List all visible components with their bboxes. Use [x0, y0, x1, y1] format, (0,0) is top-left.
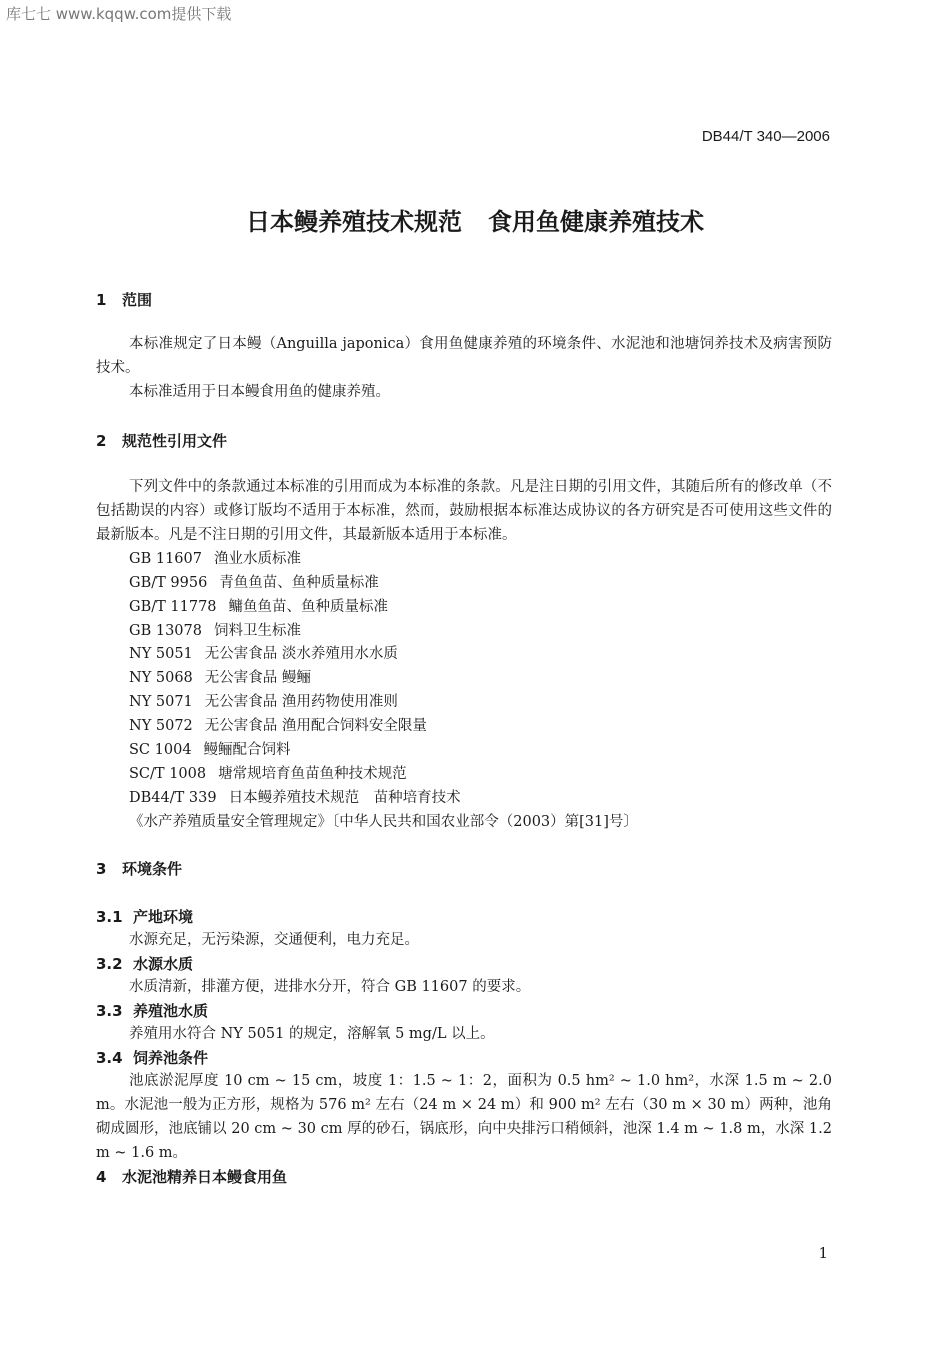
reference-item	[129, 642, 398, 666]
section-2-intro: 下列文件中的条款通过本标准的引用而成为本标准的条款。凡是注日期的引用文件，其随后所有的修改单（不包括勘误的内容）或修订版均不适用于本标准，然而，鼓励根据本标准达成协议的各方研究是否可使用这些文件的最新版本。凡是不注日期的引用文件，其最新版本适用于本标准。	[96, 479, 832, 543]
subsection-title: 饲养池条件	[133, 1049, 209, 1067]
reference-title: 饲料卫生标准	[213, 623, 301, 639]
subsection-3-3-text: 养殖用水符合 NY 5051 的规定，溶解氧 5 mg/L 以上。	[129, 1026, 495, 1042]
reference-title: 无公害食品 渔用药物使用准则	[204, 694, 398, 710]
reference-code: NY 5071	[129, 694, 193, 710]
section-number: 3	[96, 860, 107, 878]
section-title: 范围	[122, 291, 153, 309]
section-title: 规范性引用文件	[122, 432, 228, 450]
reference-code: SC/T 1008	[129, 766, 207, 782]
reference-code: NY 5051	[129, 646, 193, 662]
subsection-3-1-heading	[96, 906, 193, 927]
subsection-3-1-text: 水源充足，无污染源，交通便利，电力充足。	[129, 932, 419, 948]
reference-title: 渔业水质标准	[213, 551, 301, 567]
title-part-2: 食用鱼健康养殖技术	[488, 208, 704, 236]
reference-title: 塘常规培育鱼苗鱼种技术规范	[218, 766, 407, 782]
reference-item	[129, 666, 311, 690]
section-3-heading	[96, 858, 182, 879]
subsection-3-2-text: 水质清新，排灌方便，进排水分开，符合 GB 11607 的要求。	[129, 979, 531, 995]
subsection-number: 3.4	[96, 1049, 123, 1067]
reference-code: GB/T 11778	[129, 599, 217, 615]
reference-code: NY 5072	[129, 718, 193, 734]
reference-item	[129, 786, 461, 810]
section-number: 2	[96, 432, 107, 450]
section-number: 1	[96, 291, 107, 309]
subsection-3-4-heading	[96, 1047, 208, 1068]
reference-title: 无公害食品 渔用配合饲料安全限量	[204, 718, 427, 734]
document-title	[0, 202, 950, 237]
subsection-3-4-text: 池底淤泥厚度 10 cm ~ 15 cm，坡度 1：1.5 ~ 1：2，面积为 0.5 hm² ~ 1.0 hm²，水深 1.5 m ~ 2.0 m。水泥池一般为正方形，规格为 576 m² 左右（24 m × 24 m）和 900 m² 左右（30 m × 30 m）两种，池角砌成圆形，池底铺以 20 cm ~ 30 cm 厚的砂石，锅底形，向中央排污口稍倾斜，池深 1.4 m ~ 1.8 m，水深 1.2 m ~ 1.6 m。	[96, 1073, 832, 1161]
subsection-number: 3.2	[96, 955, 123, 973]
reference-title: 无公害食品 淡水养殖用水水质	[204, 646, 398, 662]
reference-item	[129, 762, 407, 786]
reference-title: 无公害食品 鳗鲡	[204, 670, 311, 686]
reference-title: 鳙鱼鱼苗、鱼种质量标准	[228, 599, 389, 615]
reference-title: 青鱼鱼苗、鱼种质量标准	[219, 575, 379, 591]
title-part-1: 日本鳗养殖技术规范	[246, 208, 462, 236]
subsection-title: 产地环境	[133, 908, 194, 926]
section-1-paragraph-2: 本标准适用于日本鳗食用鱼的健康养殖。	[129, 384, 390, 400]
subsection-number: 3.1	[96, 908, 123, 926]
reference-item	[129, 619, 301, 643]
section-1-heading	[96, 289, 152, 310]
reference-item	[129, 690, 398, 714]
reference-item	[129, 547, 301, 571]
section-2-heading	[96, 430, 227, 451]
reference-title: 日本鳗养殖技术规范 苗种培育技术	[228, 790, 461, 806]
reference-code: GB 13078	[129, 623, 202, 639]
subsection-title: 水源水质	[133, 955, 194, 973]
reference-item	[129, 738, 291, 762]
reference-code: GB 11607	[129, 551, 202, 567]
standard-code: DB44/T 340—2006	[701, 128, 830, 145]
subsection-number: 3.3	[96, 1002, 123, 1020]
reference-item	[129, 714, 427, 738]
reference-code: GB/T 9956	[129, 575, 208, 591]
reference-code: NY 5068	[129, 670, 193, 686]
section-title: 环境条件	[122, 860, 183, 878]
reference-code: DB44/T 339	[129, 790, 217, 806]
section-title: 水泥池精养日本鳗食用鱼	[122, 1168, 288, 1186]
reference-code: SC 1004	[129, 742, 192, 758]
reference-item	[129, 571, 379, 595]
regulation-reference: 《水产养殖质量安全管理规定》〔中华人民共和国农业部令（2003）第[31]号〕	[129, 814, 638, 830]
page-number: 1	[818, 1244, 828, 1262]
section-4-heading	[96, 1166, 287, 1187]
reference-item	[129, 595, 388, 619]
section-1-paragraph-1: 本标准规定了日本鳗（Anguilla japonica）食用鱼健康养殖的环境条件、水泥池和池塘饲养技术及病害预防技术。	[96, 336, 832, 376]
subsection-3-2-heading	[96, 953, 193, 974]
section-number: 4	[96, 1168, 107, 1186]
reference-title: 鳗鲡配合饲料	[203, 742, 291, 758]
watermark-text: 库七七 www.kqqw.com提供下载	[6, 5, 232, 23]
subsection-title: 养殖池水质	[133, 1002, 209, 1020]
subsection-3-3-heading	[96, 1000, 208, 1021]
